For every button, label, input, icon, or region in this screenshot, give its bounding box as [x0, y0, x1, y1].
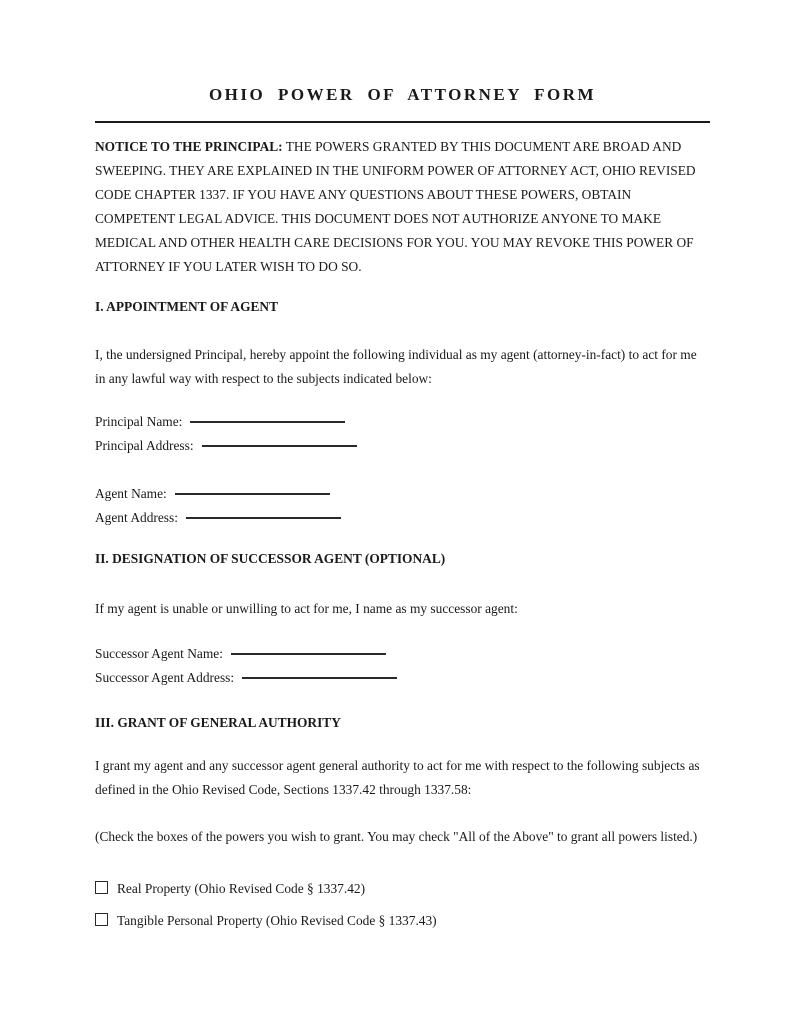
field-row-agent-name: [95, 482, 710, 506]
notice-paragraph: [95, 135, 710, 279]
field-row-agent-address: [95, 506, 710, 530]
notice-body: THE POWERS GRANTED BY THIS DOCUMENT ARE BROAD AND SWEEPING. THEY ARE EXPLAINED IN THE UNIFORM POWER OF ATTORNEY ACT, OHIO REVISED CODE CHAPTER 1337. IF YOU HAVE ANY QUESTIONS ABOUT THESE POWERS, OBTAIN COMPETENT LEGAL ADVICE. THIS DOCUMENT DOES NOT AUTHORIZE ANYONE TO MAKE MEDICAL AND OTHER HEALTH CARE DECISIONS FOR YOU. YOU MAY REVOKE THIS POWER OF ATTORNEY IF YOU LATER WISH TO DO SO.: [95, 139, 696, 274]
section-2-intro: If my agent is unable or unwilling to act for me, I name as my successor agent:: [95, 601, 518, 616]
successor-agent-address-label: Successor Agent Address:: [95, 670, 235, 685]
tangible-personal-property-label: Tangible Personal Property (Ohio Revised Code § 1337.43): [117, 913, 437, 928]
principal-address-blank[interactable]: [202, 444, 357, 447]
field-row-principal-name: [95, 410, 710, 434]
notice-label: NOTICE TO THE PRINCIPAL:: [95, 139, 283, 154]
agent-name-label: Agent Name:: [95, 486, 167, 501]
successor-fields-group: [95, 642, 710, 690]
section-3-heading: III. GRANT OF GENERAL AUTHORITY: [95, 715, 341, 730]
principal-fields-group: [95, 410, 710, 458]
section-1-heading: I. APPOINTMENT OF AGENT: [95, 299, 279, 314]
section-3-intro: I grant my agent and any successor agent general authority to act for me with respect to the following subjects as defined in the Ohio Revised Code, Sections 1337.42 through 1337.58:: [95, 758, 700, 797]
principal-name-label: Principal Name:: [95, 414, 183, 429]
real-property-label: Real Property (Ohio Revised Code § 1337.42): [117, 881, 366, 896]
section-1-intro: I, the undersigned Principal, hereby appoint the following individual as my agent (attorney-in-fact) to act for me in any lawful way with respect to the subjects indicated below:: [95, 347, 697, 386]
real-property-checkbox[interactable]: [95, 881, 108, 894]
powers-instruction: (Check the boxes of the powers you wish to grant. You may check "All of the Above" to grant all powers listed.): [95, 829, 698, 844]
field-row-principal-address: [95, 434, 710, 458]
successor-agent-name-blank[interactable]: [231, 652, 386, 655]
successor-agent-name-label: Successor Agent Name:: [95, 646, 223, 661]
agent-name-blank[interactable]: [175, 492, 330, 495]
successor-agent-address-blank[interactable]: [242, 676, 397, 679]
principal-address-label: Principal Address:: [95, 438, 194, 453]
power-row-real-property: [95, 877, 710, 901]
principal-name-blank[interactable]: [190, 420, 345, 423]
agent-fields-group: [95, 482, 710, 530]
page-title: OHIO POWER OF ATTORNEY FORM: [208, 85, 597, 104]
field-row-successor-agent-name: [95, 642, 710, 666]
powers-checklist: [95, 877, 710, 933]
field-row-successor-agent-address: [95, 666, 710, 690]
title-divider: [95, 121, 710, 123]
power-row-tangible-personal-property: [95, 909, 710, 933]
tangible-personal-property-checkbox[interactable]: [95, 913, 108, 926]
agent-address-label: Agent Address:: [95, 510, 178, 525]
agent-address-blank[interactable]: [186, 516, 341, 519]
section-2-heading: II. DESIGNATION OF SUCCESSOR AGENT (OPTIONAL): [95, 551, 446, 566]
